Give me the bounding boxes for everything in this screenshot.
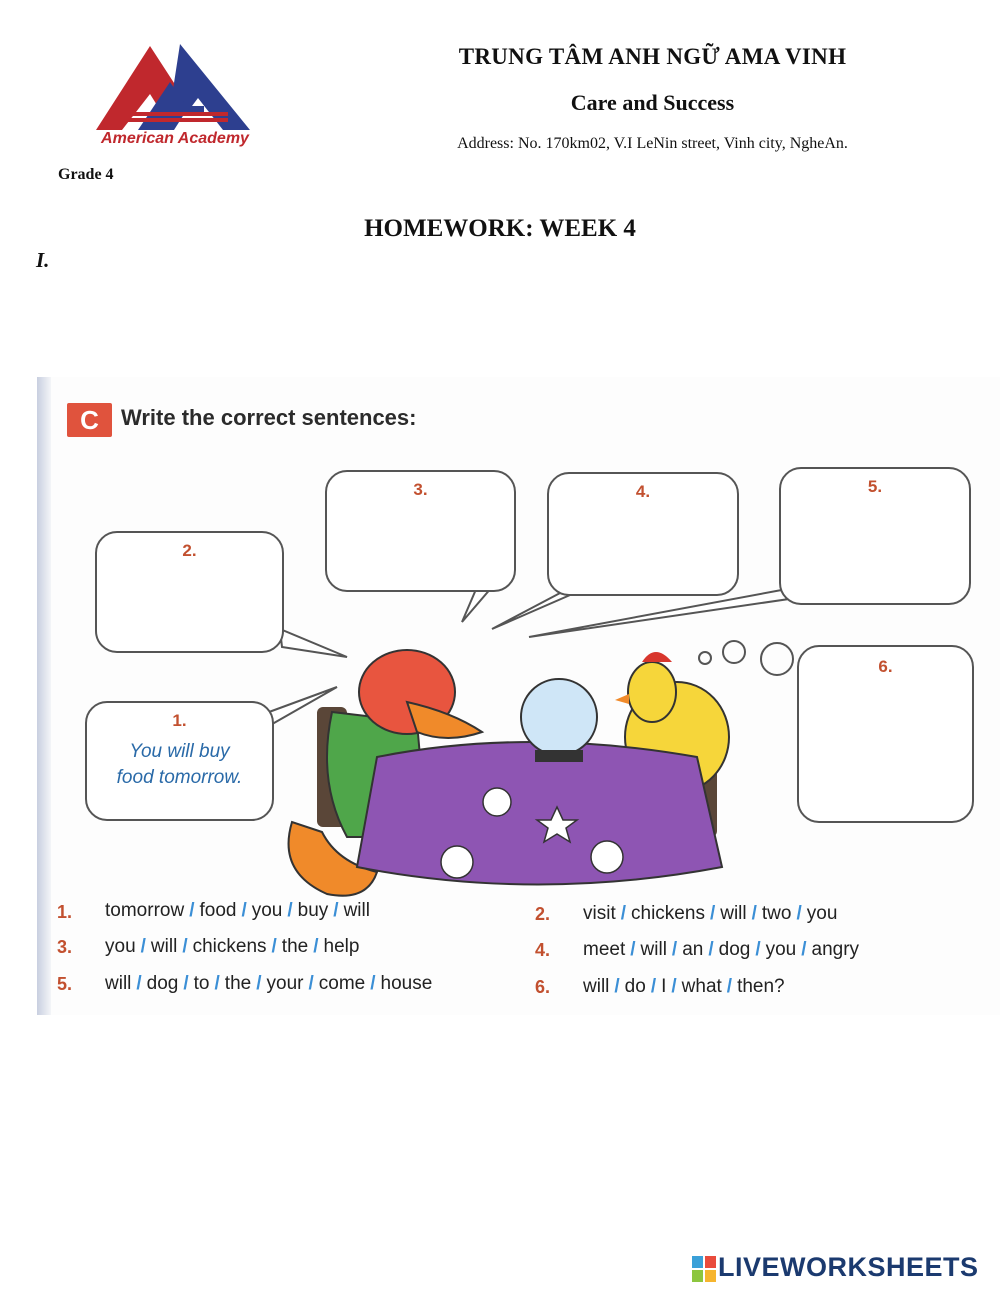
- scrambled-word: meet: [583, 939, 626, 960]
- bubble-number: 1.: [172, 711, 187, 730]
- school-name: TRUNG TÂM ANH NGỮ AMA VINH: [458, 44, 847, 69]
- scrambled-word: to: [193, 973, 210, 994]
- speech-bubble-1: [85, 701, 274, 821]
- prompt-number: 3.: [57, 937, 73, 957]
- scrambled-word: will: [583, 976, 610, 997]
- word-separator: /: [183, 973, 189, 994]
- word-separator: /: [271, 936, 277, 957]
- prompt-number: 6.: [535, 977, 551, 997]
- scrambled-word: chickens: [192, 936, 267, 957]
- word-separator: /: [182, 936, 188, 957]
- scrambled-word: food: [199, 900, 237, 921]
- scrambled-word: come: [318, 973, 366, 994]
- prompt-words-6: [583, 976, 785, 998]
- word-separator: /: [140, 936, 146, 957]
- bubble-answer-line[interactable]: food tomorrow.: [116, 767, 243, 788]
- scrambled-word: angry: [811, 939, 860, 960]
- bubble-answer-line[interactable]: You will buy: [129, 741, 230, 762]
- scrambled-word: help: [323, 936, 360, 957]
- scrambled-word: you: [105, 936, 136, 957]
- word-separator: /: [287, 900, 293, 921]
- prompt-words-1: [105, 900, 370, 922]
- speech-bubble-3[interactable]: [325, 470, 516, 592]
- scrambled-word: what: [681, 976, 722, 997]
- scrambled-word: will: [105, 973, 132, 994]
- grade-label: Grade 4: [58, 166, 114, 183]
- word-separator: /: [709, 903, 716, 924]
- address: Address: No. 170km02, V.I LeNin street, Vinh city, NgheAn.: [457, 135, 848, 152]
- logo-text: American Academy: [101, 130, 249, 147]
- prompt-number: 1.: [57, 902, 73, 922]
- prompt-6: [535, 977, 550, 998]
- word-separator: /: [614, 976, 620, 997]
- thought-bubble-6[interactable]: [797, 645, 974, 823]
- word-separator: /: [313, 936, 319, 957]
- scrambled-word: an: [682, 939, 704, 960]
- word-separator: /: [189, 900, 195, 921]
- word-separator: /: [751, 903, 757, 924]
- word-separator: /: [333, 900, 339, 921]
- word-separator: /: [308, 973, 314, 994]
- exercise-panel: [37, 377, 1000, 1015]
- prompt-5: [57, 974, 72, 995]
- speech-bubble-2[interactable]: [95, 531, 284, 653]
- prompt-number: 2.: [535, 904, 551, 924]
- scrambled-word: the: [224, 973, 252, 994]
- prompt-words-2: [583, 903, 837, 925]
- scrambled-word: I: [661, 976, 667, 997]
- prompt-4: [535, 940, 550, 961]
- scrambled-word: will: [343, 900, 370, 921]
- scrambled-word: then?: [737, 976, 785, 997]
- word-separator: /: [256, 973, 262, 994]
- scrambled-word: will: [150, 936, 178, 957]
- word-separator: /: [708, 939, 714, 960]
- prompt-number: 4.: [535, 940, 551, 960]
- bubble-number: 6.: [878, 657, 893, 676]
- scrambled-word: house: [380, 973, 433, 994]
- word-separator: /: [136, 973, 142, 994]
- speech-bubble-5[interactable]: [779, 467, 971, 605]
- prompt-words-5: [105, 973, 432, 995]
- speech-bubble-4[interactable]: [547, 472, 739, 596]
- scrambled-word: two: [761, 903, 792, 924]
- bubble-number: 4.: [635, 482, 651, 501]
- scrambled-word: dog: [718, 939, 751, 960]
- scrambled-word: you: [765, 939, 797, 960]
- scrambled-word: dog: [146, 973, 179, 994]
- bubble-number: 2.: [182, 541, 197, 560]
- prompt-2: [535, 904, 550, 925]
- bubble-number: 3.: [413, 480, 428, 499]
- scrambled-word: tomorrow: [105, 900, 185, 921]
- word-separator: /: [801, 939, 807, 960]
- word-separator: /: [630, 939, 636, 960]
- scrambled-word: visit: [583, 903, 616, 924]
- liveworksheets-brand[interactable]: LIVEWORKSHEETS: [718, 1252, 979, 1282]
- scrambled-word: buy: [297, 900, 329, 921]
- exercise-instruction: Write the correct sentences:: [121, 405, 417, 430]
- word-separator: /: [370, 973, 376, 994]
- scrambled-word: will: [640, 939, 667, 960]
- word-separator: /: [671, 976, 677, 997]
- scrambled-word: your: [266, 973, 304, 994]
- word-separator: /: [650, 976, 657, 997]
- scrambled-word: you: [251, 900, 283, 921]
- slogan: Care and Success: [570, 90, 735, 115]
- word-separator: /: [726, 976, 733, 997]
- prompt-3: [57, 937, 72, 958]
- scrambled-word: you: [806, 903, 838, 924]
- prompt-words-4: [583, 939, 859, 961]
- scrambled-word: will: [720, 903, 747, 924]
- word-separator: /: [241, 900, 247, 921]
- word-separator: /: [214, 973, 220, 994]
- word-separator: /: [620, 903, 627, 924]
- scrambled-word: the: [281, 936, 309, 957]
- prompt-number: 5.: [57, 974, 73, 994]
- scrambled-word: do: [624, 976, 646, 997]
- word-separator: /: [796, 903, 802, 924]
- fortune-teller-illustration: [277, 632, 777, 902]
- page-title: HOMEWORK: WEEK 4: [364, 215, 636, 242]
- bubble-number: 5.: [867, 477, 883, 496]
- scrambled-word: chickens: [631, 903, 705, 924]
- prompt-1: [57, 902, 72, 923]
- liveworksheets-icon: [692, 1256, 716, 1287]
- section-label: I.: [36, 248, 50, 272]
- word-separator: /: [755, 939, 761, 960]
- word-separator: /: [671, 939, 678, 960]
- exercise-badge: C: [67, 403, 112, 437]
- prompt-words-3: [105, 936, 359, 958]
